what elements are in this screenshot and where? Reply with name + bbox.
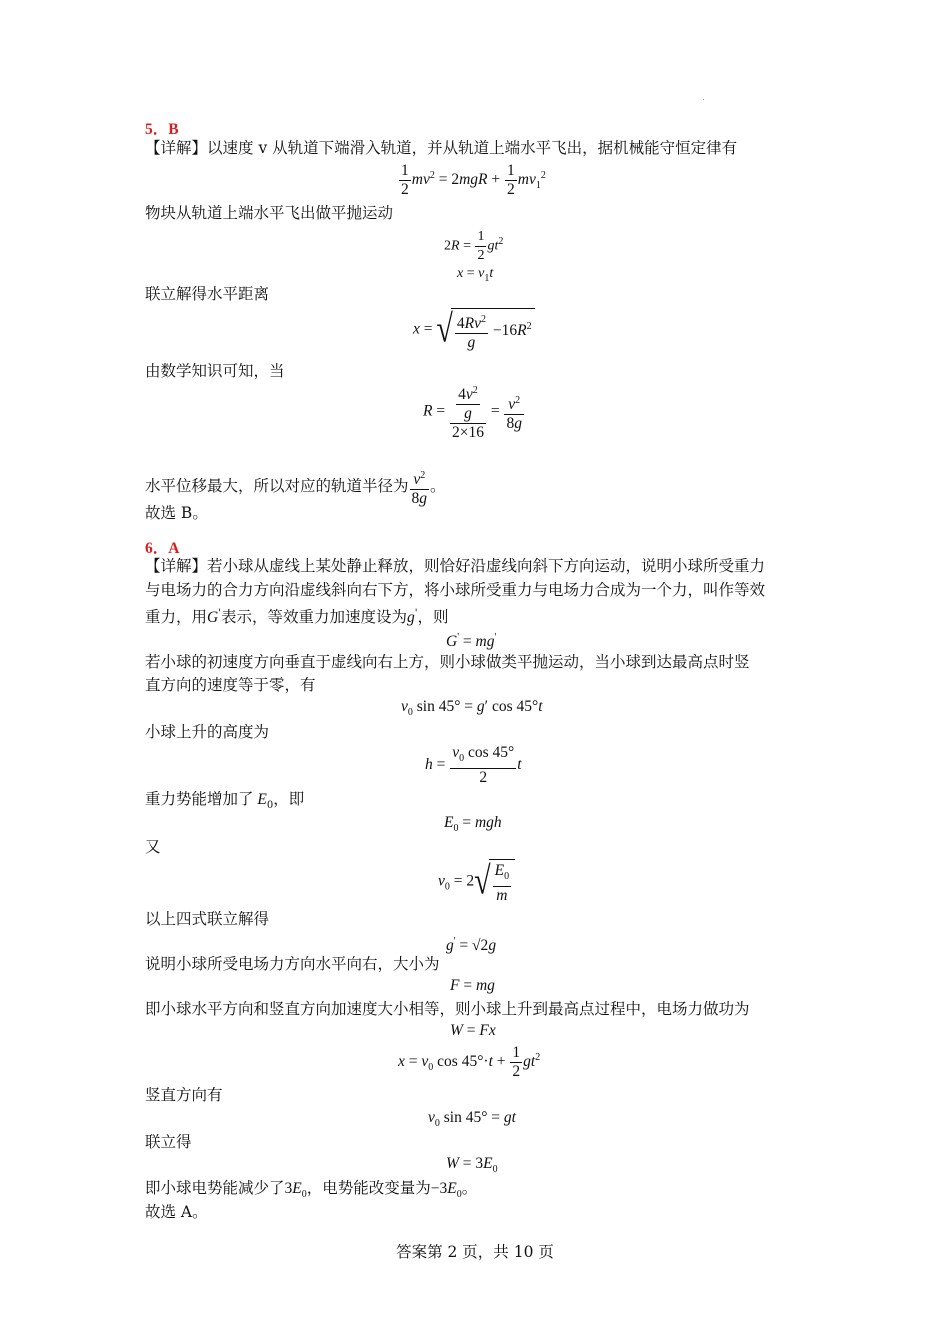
q6-line2: 与电场力的合力方向沿虚线斜向右下方，将小球所受重力与电场力合成为一个力，叫作等效 <box>145 581 766 599</box>
q6-eq-v0: $v_0 = 2√$ $\frac{E_0}{m}$ <box>438 859 515 905</box>
q6-work-text: 即小球水平方向和竖直方向加速度大小相等，则小球上升到最高点过程中，电场力做功为 <box>145 1000 750 1018</box>
q6-line1: 【详解】若小球从虚线上某处静止释放，则恰好沿虚线向斜下方向运动，说明小球所受重力 <box>145 557 766 575</box>
q5-joint-text: 联立解得水平距离 <box>145 285 270 303</box>
q6-eq-result: $W = 3E_0$ <box>446 1155 498 1176</box>
q6-heading: 6．A <box>145 540 180 557</box>
q5-flat-text: 物块从轨道上端水平飞出做平抛运动 <box>145 204 394 222</box>
q5-eq-fall: 2R = $\frac{1}{2}$ $gt^2$ <box>444 229 504 263</box>
q6-eq-vertical: $v_0$ sin 45° = gt <box>428 1109 516 1130</box>
q5-max-text: 水平位移最大，所以对应的轨道半径为 $\frac{v^2}{8g}$ 。 <box>145 467 446 508</box>
q6-eq-velocity: $v_0$ sin 45° = g′ cos 45°t <box>401 698 543 719</box>
q6-vertical-text: 竖直方向有 <box>145 1086 223 1104</box>
q6-eq-x: $x = v_0$ cos 45°·t + $\frac{1}{2}$ $gt^2$ <box>398 1044 541 1080</box>
q6-line5: 直方向的速度等于零，有 <box>145 676 316 694</box>
q6-eq-force: F = mg <box>450 977 495 994</box>
page-footer: 答案第 2 页，共 10 页 <box>396 1243 554 1261</box>
q6-result-text: 即小球电势能减少了$3E_0$，电势能改变量为$-3E_0$。 <box>145 1179 478 1201</box>
q6-four-text: 以上四式联立解得 <box>145 910 270 928</box>
q5-eq-x: $x = v_1t$ <box>457 266 494 284</box>
q6-again-text: 又 <box>145 838 161 856</box>
q6-force-text: 说明小球所受电场力方向水平向右，大小为 <box>145 955 440 973</box>
q6-eq-work: W = Fx <box>450 1022 496 1039</box>
q6-line3: 重力，用G'表示，等效重力加速度设为g'，则 <box>145 608 449 627</box>
q5-eq-energy: $\frac{1}{2}$ $mv^2 = 2mgR$ + $\frac{1}{2}$ $mv_1^2$ <box>401 162 546 198</box>
q6-eq-g-prime: g' = √2g <box>446 936 497 955</box>
q6-potential-text: 重力势能增加了 $E_0$，即 <box>145 790 305 812</box>
q5-detail-label: 【详解】 <box>145 139 208 157</box>
q6-answer: 故选 A。 <box>145 1203 208 1221</box>
q6-eq-e0: $E_0$ = mgh <box>444 814 502 835</box>
q5-heading: 5．B <box>145 121 179 138</box>
q6-line4: 若小球的初速度方向垂直于虚线向右上方，则小球做类平抛运动，当小球到达最高点时竖 <box>145 653 750 671</box>
speck <box>703 99 704 100</box>
q5-math-text: 由数学知识可知，当 <box>145 362 285 380</box>
q6-eq-equiv-gravity: G' = mg' <box>446 632 497 651</box>
q5-eq-distance: x = √ $\frac{4Rv^2}{g}$ $-16R^2$ <box>413 308 535 352</box>
q5-answer: 故选 B。 <box>145 504 208 522</box>
q6-combine-text: 联立得 <box>145 1133 192 1151</box>
q6-height-text: 小球上升的高度为 <box>145 723 270 741</box>
q6-detail-label: 【详解】 <box>145 557 208 575</box>
q6-eq-height: h = $\frac{v_0 \cos 45^\circ}{2}$ t <box>425 744 522 787</box>
q5-intro: 【详解】以速度 v 从轨道下端滑入轨道，并从轨道上端水平飞出，据机械能守恒定律有 <box>145 139 738 157</box>
q5-eq-radius: R = $\frac{\frac{4v^2}{g}}{2\times 16}$ = $\frac{v^2}{8g}$ <box>423 382 525 442</box>
